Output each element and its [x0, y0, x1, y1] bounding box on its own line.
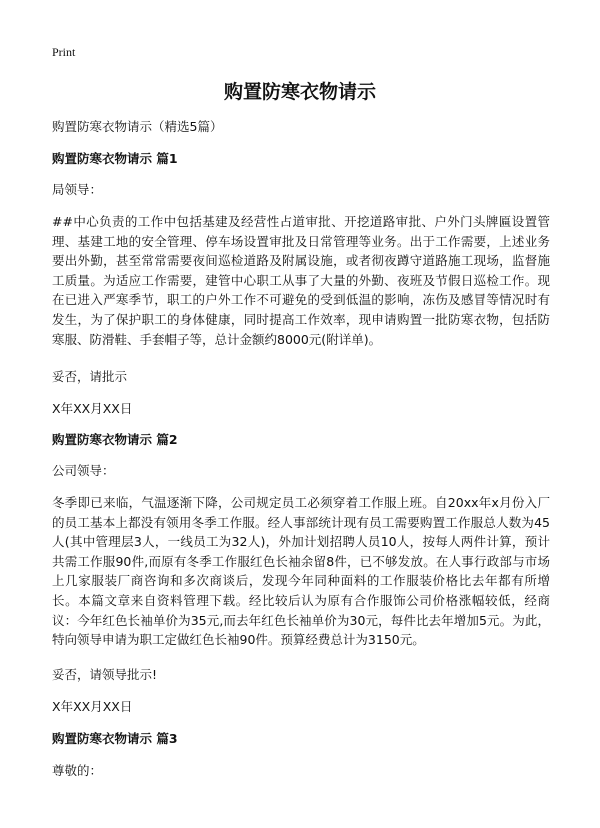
section-3-salutation: 尊敬的：: [52, 763, 103, 778]
section-3-heading: 购置防寒衣物请示 篇3: [52, 731, 178, 746]
section-2-heading: 购置防寒衣物请示 篇2: [52, 432, 178, 447]
section-2-closing: 妥否，请领导批示!: [52, 667, 158, 682]
section-1-body: ##中心负责的工作中包括基建及经营性占道审批、开挖道路审批、户外门头牌匾设置管理、基建工地的安全管理、停车场设置审批及日常管理等业务。出于工作需要，上述业务要出外勤，甚至常常需要夜间巡检道路及附属设施，或者彻夜蹲守道路施工现场，监督施工质量。为适应工作需要，建管中心职工从事了大量的外勤、夜班及节假日巡检工作。现在已进入严寒季节，职工的户外工作不可避免的受到低温的影响，冻伤及感冒等情况时有发生，为了保护职工的身体健康，同时提高工作效率，现申请购置一批防寒衣物，包括防寒服、防滑鞋、手套帽子等，总计金额约8000元(附详单)。: [52, 214, 550, 347]
document-title: 购置防寒衣物请示: [223, 81, 376, 103]
intro-line: 购置防寒衣物请示（精选5篇）: [52, 119, 223, 134]
section-2-salutation: 公司领导：: [52, 463, 115, 478]
section-1-closing: 妥否，请批示: [52, 369, 128, 384]
section-2-date: X年XX月XX日: [52, 699, 133, 714]
section-2-body: 冬季即已来临，气温逐渐下降，公司规定员工必须穿着工作服上班。自20xx年x月份入厂的员工基本上都没有领用冬季工作服。经人事部统计现有员工需要购置工作服总人数为45人(其中管理层3人，一线员工为32人)，外加计划招聘人员10人，按每人两件计算，预计共需工作服90件,而原有冬季工作服红色长袖余留8件，已不够发放。在人事行政部与市场上几家服装厂商咨询和多次商谈后，发现今年同种面料的工作服装价格比去年都有所增长。本篇文章来自资料管理下载。经比较后认为原有合作服饰公司价格涨幅较低，经商议：今年红色长袖单价为35元,而去年红色长袖单价为30元，每件比去年增加5元。为此，特向领导申请为职工定做红色长袖90件。预算经费总计为3150元。: [52, 495, 550, 648]
section-1-heading: 购置防寒衣物请示 篇1: [52, 151, 178, 166]
section-1-date: X年XX月XX日: [52, 401, 133, 416]
print-label: Print: [52, 45, 76, 59]
section-1-salutation: 局领导：: [52, 182, 103, 197]
